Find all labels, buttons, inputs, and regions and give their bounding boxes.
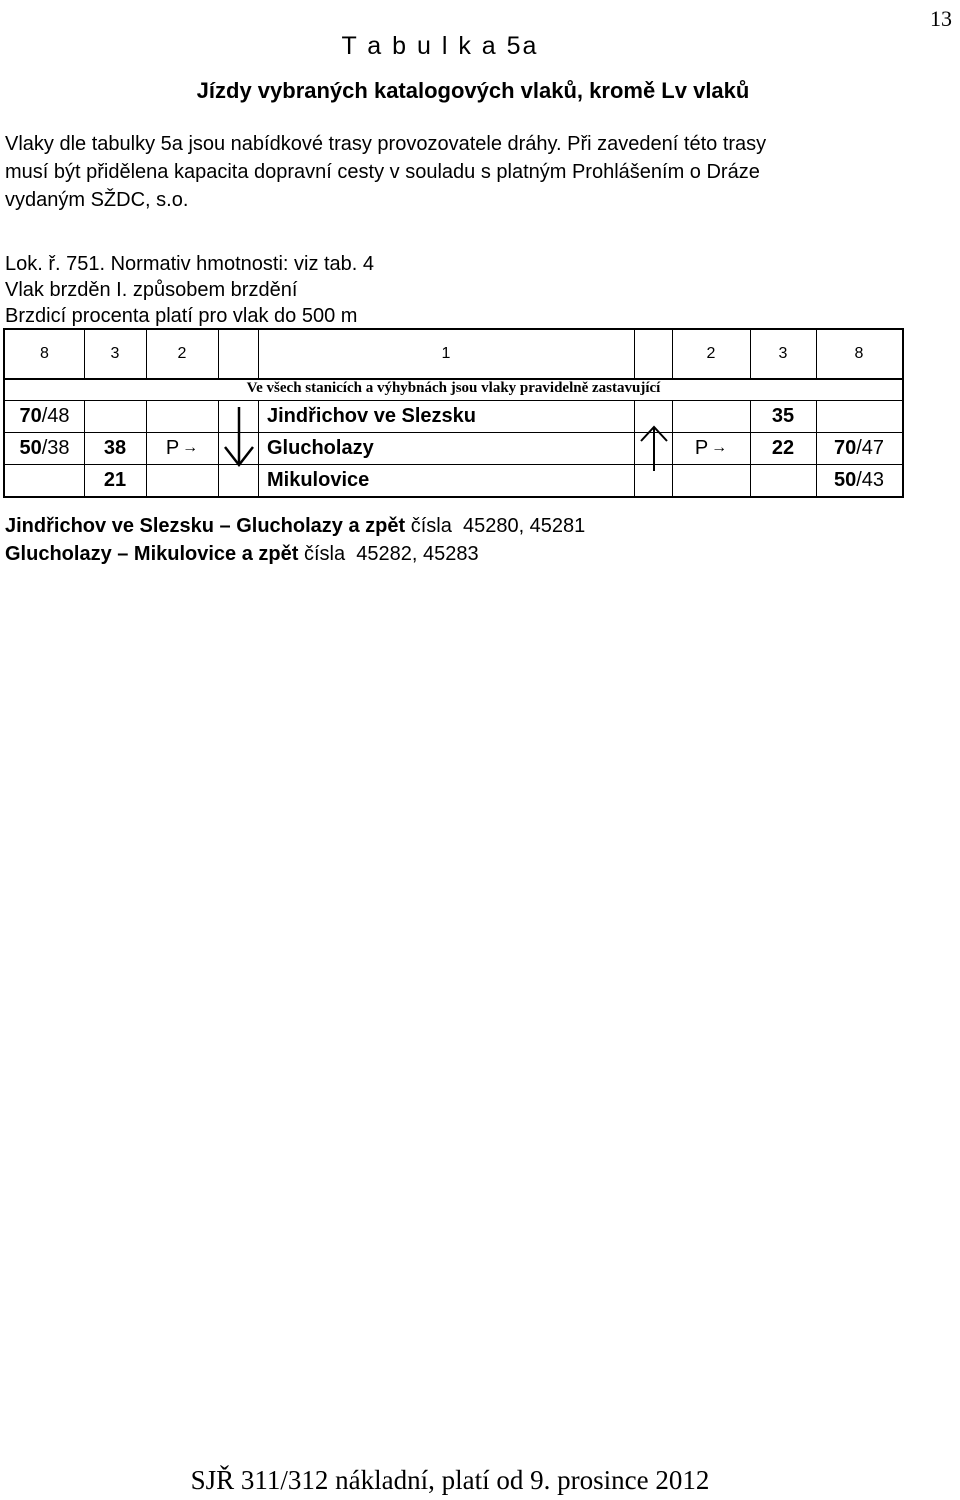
station-mikulovice: Mikulovice (267, 469, 370, 491)
table-subtitle: Jízdy vybraných katalogových vlaků, kromě Lv vlaků (196, 78, 750, 103)
param-brake-percent: Brzdicí procenta platí pro vlak do 500 m (5, 305, 358, 327)
header-cell: 8 (854, 345, 864, 362)
page-footer: SJŘ 311/312 nákladní, platí od 9. prosince 2012 (190, 1465, 710, 1495)
page-number: 13 (930, 6, 952, 31)
timetable (3, 328, 904, 498)
right-num-cell: 35 (771, 404, 795, 427)
station-jindrichov: Jindřichov ve Slezsku (267, 405, 476, 427)
route-numbers: 45282, 45283 (356, 543, 479, 565)
right-weight-cell: 70 /47 (833, 436, 885, 459)
right-num-cell: 22 (771, 436, 795, 459)
intro-line-1: Vlaky dle tabulky 5a jsou nabídkové trasy provozovatele dráhy. Při zavedení této trasy (5, 133, 767, 155)
left-weight-cell (5, 400, 84, 432)
right-p-cell (672, 432, 750, 464)
header-cell: 2 (177, 345, 187, 362)
route-label: čísla (410, 515, 452, 537)
p-label: P (165, 436, 180, 459)
intro-line-2: musí být přidělena kapacita dopravní cesty v souladu s platným Prohlášením o Dráze (5, 161, 760, 183)
header-cell: 8 (40, 345, 49, 362)
param-braking: Vlak brzděn I. způsobem brzdění (5, 279, 298, 301)
col-line (258, 400, 259, 496)
station-glucholazy: Glucholazy (267, 437, 374, 459)
right-arrow-icon: → (711, 439, 728, 456)
down-direction-arrow-icon (219, 401, 257, 495)
route-name: Glucholazy – Mikulovice a zpět (5, 543, 299, 565)
route-label: čísla (303, 543, 346, 565)
right-arrow-icon: → (182, 439, 199, 456)
left-weight-cell (5, 432, 84, 464)
left-weight-value: 70/48 (19, 404, 70, 427)
param-locomotive: Lok. ř. 751. Normativ hmotnosti: viz tab. 4 (5, 253, 375, 275)
stopping-note: Ve všech stanicích a výhybnách jsou vlaky pravidelně zastavující (246, 380, 661, 396)
p-label: P (694, 436, 709, 459)
header-cell: 1 (441, 345, 451, 362)
up-direction-arrow-icon (635, 401, 671, 495)
left-weight-value: 50/38 (19, 436, 70, 459)
route-numbers: 45280, 45281 (462, 515, 586, 537)
table-title: T a b u l k a 5a (341, 32, 539, 60)
header-cell: 2 (706, 345, 716, 362)
intro-line-3: vydaným SŽDC, s.o. (5, 189, 189, 211)
left-num-cell: 38 (103, 436, 127, 459)
header-cell: 3 (778, 345, 788, 362)
right-weight-cell: 50 /43 (833, 468, 885, 491)
header-cell: 3 (110, 345, 120, 362)
col-line (634, 330, 635, 378)
left-num-cell: 21 (103, 468, 127, 491)
route-name: Jindřichov ve Slezsku – Glucholazy a zpět (5, 515, 406, 537)
left-p-cell (146, 432, 218, 464)
route-line-1 (5, 512, 585, 540)
col-line (218, 330, 219, 378)
route-line-2 (5, 540, 479, 568)
